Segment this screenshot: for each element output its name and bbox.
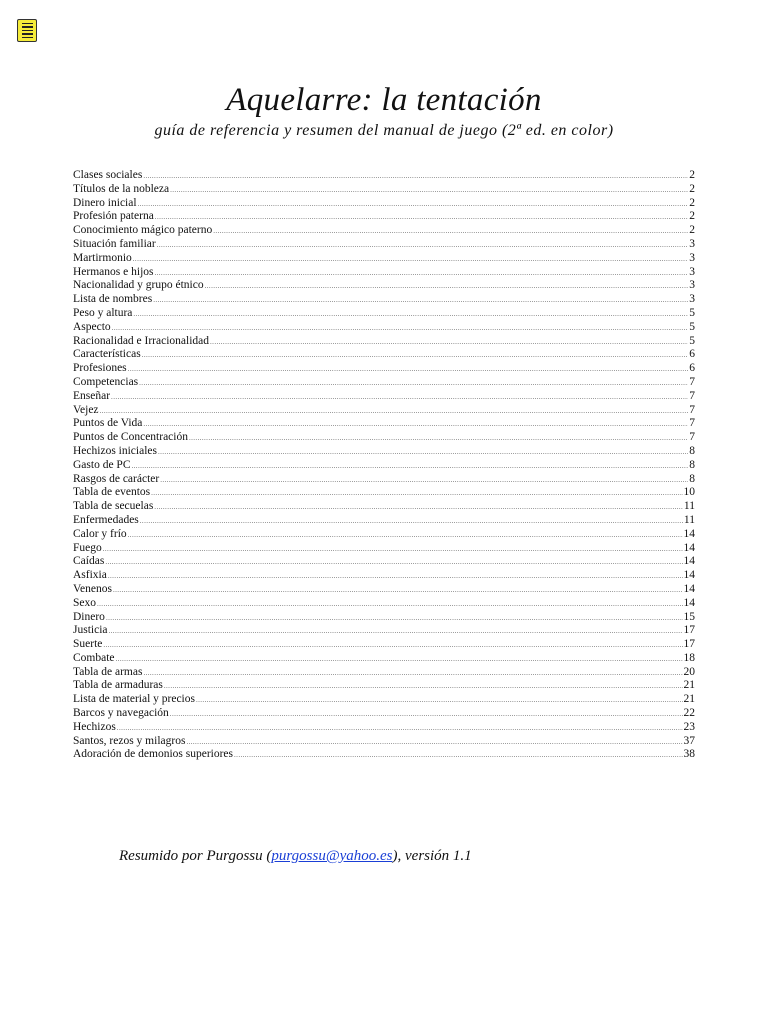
toc-entry-label: Profesiones — [73, 362, 127, 375]
toc-entry-label: Dinero inicial — [73, 196, 137, 209]
toc-entry-page-number: 22 — [683, 707, 695, 720]
toc-entry-page-number: 3 — [689, 237, 695, 250]
toc-entry[interactable] — [73, 417, 695, 431]
toc-entry[interactable] — [73, 624, 695, 638]
toc-entry-label: Tabla de armaduras — [73, 679, 163, 692]
toc-entry[interactable] — [73, 748, 695, 762]
toc-entry-page-number: 14 — [683, 541, 695, 554]
toc-entry[interactable] — [73, 735, 695, 749]
toc-entry[interactable] — [73, 279, 695, 293]
toc-dot-leader — [143, 418, 688, 432]
toc-entry-page-number: 17 — [683, 624, 695, 637]
toc-dot-leader — [133, 253, 688, 267]
toc-entry[interactable] — [73, 693, 695, 707]
toc-entry-page-number: 7 — [689, 431, 695, 444]
toc-entry-page-number: 2 — [689, 169, 695, 181]
toc-entry-page-number: 14 — [683, 596, 695, 609]
toc-entry-label: Conocimiento mágico paterno — [73, 224, 213, 237]
toc-dot-leader — [142, 349, 689, 363]
document-subtitle: guía de referencia y resumen del manual de juego (2ª ed. en color) — [154, 122, 614, 139]
toc-entry[interactable] — [73, 197, 695, 211]
toc-entry-page-number: 7 — [689, 389, 695, 402]
toc-entry[interactable] — [73, 266, 695, 280]
toc-entry-page-number: 8 — [689, 458, 695, 471]
toc-entry[interactable] — [73, 252, 695, 266]
toc-entry-page-number: 14 — [683, 527, 695, 540]
toc-entry[interactable] — [73, 445, 695, 459]
toc-entry-page-number: 15 — [683, 610, 695, 623]
toc-entry-label: Características — [73, 348, 141, 361]
toc-entry-label: Tabla de eventos — [73, 486, 151, 499]
toc-entry-page-number: 8 — [689, 444, 695, 457]
table-of-contents — [73, 169, 695, 762]
toc-entry-label: Sexo — [73, 596, 96, 609]
toc-dot-leader — [154, 267, 688, 281]
toc-entry-page-number: 21 — [683, 693, 695, 706]
toc-dot-leader — [213, 225, 688, 239]
credits-line — [119, 848, 472, 865]
toc-entry[interactable] — [73, 307, 695, 321]
toc-entry-page-number: 5 — [689, 320, 695, 333]
toc-entry-label: Barcos y navegación — [73, 707, 169, 720]
toc-entry-label: Puntos de Concentración — [73, 431, 188, 444]
toc-entry[interactable] — [73, 431, 695, 445]
toc-entry-page-number: 6 — [689, 362, 695, 375]
toc-dot-leader — [139, 377, 688, 391]
toc-dot-leader — [151, 487, 682, 501]
toc-dot-leader — [132, 460, 689, 474]
toc-entry-label: Clases sociales — [73, 169, 143, 181]
toc-dot-leader — [170, 184, 688, 198]
toc-dot-leader — [103, 639, 682, 653]
toc-entry-page-number: 3 — [689, 293, 695, 306]
toc-entry-label: Justicia — [73, 624, 108, 637]
toc-entry-label: Enfermedades — [73, 513, 139, 526]
toc-dot-leader — [158, 446, 688, 460]
toc-dot-leader — [143, 667, 682, 681]
toc-entry[interactable] — [73, 459, 695, 473]
toc-entry[interactable] — [73, 348, 695, 362]
toc-entry-label: Racionalidad e Irracionalidad — [73, 334, 210, 347]
toc-entry[interactable] — [73, 500, 695, 514]
toc-entry[interactable] — [73, 362, 695, 376]
toc-entry-label: Hermanos e hijos — [73, 265, 154, 278]
toc-dot-leader — [100, 405, 689, 419]
toc-entry-page-number: 2 — [689, 210, 695, 223]
toc-entry-label: Peso y altura — [73, 306, 133, 319]
toc-entry-page-number: 23 — [683, 720, 695, 733]
toc-entry-page-number: 2 — [689, 182, 695, 195]
toc-entry-label: Vejez — [73, 403, 99, 416]
toc-entry-page-number: 11 — [683, 513, 695, 526]
toc-entry[interactable] — [73, 528, 695, 542]
toc-entry-label: Lista de material y precios — [73, 693, 195, 706]
toc-entry-label: Santos, rezos y milagros — [73, 734, 186, 747]
toc-dot-leader — [103, 543, 683, 557]
toc-entry[interactable] — [73, 638, 695, 652]
toc-entry-page-number: 7 — [689, 417, 695, 430]
toc-entry[interactable] — [73, 555, 695, 569]
toc-entry-page-number: 37 — [683, 734, 695, 747]
toc-dot-leader — [112, 322, 689, 336]
toc-dot-leader — [105, 556, 682, 570]
toc-entry-label: Martirmonio — [73, 251, 132, 264]
toc-entry-label: Hechizos — [73, 720, 116, 733]
toc-dot-leader — [108, 570, 683, 584]
toc-entry-page-number: 38 — [683, 748, 695, 761]
toc-entry-label: Calor y frío — [73, 527, 127, 540]
toc-dot-leader — [116, 653, 683, 667]
toc-entry[interactable] — [73, 210, 695, 224]
toc-dot-leader — [210, 336, 688, 350]
toc-entry-page-number: 3 — [689, 265, 695, 278]
toc-dot-leader — [234, 749, 682, 763]
toc-dot-leader — [189, 432, 688, 446]
toc-dot-leader — [164, 680, 683, 694]
toc-dot-leader — [106, 612, 683, 626]
toc-dot-leader — [205, 280, 689, 294]
toc-dot-leader — [138, 198, 689, 212]
toc-entry-label: Rasgos de carácter — [73, 472, 160, 485]
toc-entry-label: Aspecto — [73, 320, 111, 333]
toc-entry-page-number: 7 — [689, 403, 695, 416]
toc-dot-leader — [170, 708, 683, 722]
toc-entry[interactable] — [73, 652, 695, 666]
credits-suffix: ), versión 1.1 — [392, 848, 472, 864]
document-title: Aquelarre: la tentación — [226, 82, 542, 118]
toc-dot-leader — [128, 529, 683, 543]
toc-dot-leader — [196, 694, 683, 708]
toc-entry[interactable] — [73, 666, 695, 680]
toc-dot-leader — [128, 363, 689, 377]
toc-entry-label: Suerte — [73, 638, 103, 651]
sticky-note-icon[interactable] — [17, 19, 37, 42]
toc-dot-leader — [140, 515, 683, 529]
toc-dot-leader — [111, 391, 688, 405]
toc-entry-label: Enseñar — [73, 389, 111, 402]
toc-entry[interactable] — [73, 321, 695, 335]
toc-entry-label: Gasto de PC — [73, 458, 131, 471]
toc-entry-label: Títulos de la nobleza — [73, 182, 170, 195]
toc-entry[interactable] — [73, 390, 695, 404]
toc-entry-label: Puntos de Vida — [73, 417, 143, 430]
toc-entry-label: Caídas — [73, 555, 105, 568]
toc-entry-label: Adoración de demonios superiores — [73, 748, 234, 761]
toc-dot-leader — [109, 625, 683, 639]
toc-entry[interactable] — [73, 597, 695, 611]
author-email-link[interactable]: purgossu@yahoo.es — [271, 848, 393, 864]
toc-entry-page-number: 3 — [689, 251, 695, 264]
toc-entry[interactable] — [73, 542, 695, 556]
toc-dot-leader — [186, 736, 682, 750]
credits-prefix: Resumido por Purgossu ( — [119, 848, 272, 864]
toc-entry-label: Asfixia — [73, 569, 107, 582]
toc-entry-page-number: 10 — [683, 486, 695, 499]
toc-entry[interactable] — [73, 569, 695, 583]
toc-entry-page-number: 5 — [689, 334, 695, 347]
toc-entry[interactable] — [73, 583, 695, 597]
toc-entry-label: Tabla de secuelas — [73, 500, 154, 513]
toc-entry[interactable] — [73, 486, 695, 500]
toc-entry-label: Situación familiar — [73, 237, 156, 250]
toc-entry-label: Combate — [73, 651, 115, 664]
toc-entry-page-number: 14 — [683, 569, 695, 582]
toc-entry-page-number: 3 — [689, 279, 695, 292]
toc-entry[interactable] — [73, 335, 695, 349]
toc-entry-page-number: 8 — [689, 472, 695, 485]
toc-dot-leader — [153, 294, 688, 308]
toc-entry[interactable] — [73, 473, 695, 487]
toc-entry-label: Competencias — [73, 375, 139, 388]
toc-dot-leader — [155, 211, 688, 225]
toc-entry[interactable] — [73, 707, 695, 721]
toc-entry[interactable] — [73, 721, 695, 735]
toc-dot-leader — [117, 722, 683, 736]
toc-entry[interactable] — [73, 679, 695, 693]
toc-entry-label: Lista de nombres — [73, 293, 153, 306]
toc-entry-page-number: 21 — [683, 679, 695, 692]
toc-entry-page-number: 14 — [683, 582, 695, 595]
toc-entry-page-number: 14 — [683, 555, 695, 568]
toc-entry[interactable] — [73, 611, 695, 625]
toc-entry-page-number: 11 — [683, 500, 695, 513]
toc-dot-leader — [157, 239, 689, 253]
toc-entry-page-number: 7 — [689, 375, 695, 388]
toc-entry-label: Fuego — [73, 541, 102, 554]
toc-dot-leader — [133, 308, 688, 322]
toc-entry-page-number: 6 — [689, 348, 695, 361]
toc-entry-page-number: 17 — [683, 638, 695, 651]
toc-entry[interactable] — [73, 169, 695, 183]
toc-dot-leader — [160, 474, 688, 488]
toc-dot-leader — [154, 501, 683, 515]
toc-entry[interactable] — [73, 183, 695, 197]
toc-entry[interactable] — [73, 514, 695, 528]
toc-dot-leader — [97, 598, 683, 612]
toc-entry-page-number: 2 — [689, 224, 695, 237]
toc-entry-page-number: 2 — [689, 196, 695, 209]
toc-dot-leader — [143, 170, 688, 184]
toc-dot-leader — [113, 584, 683, 598]
toc-entry-page-number: 18 — [683, 651, 695, 664]
toc-entry-label: Nacionalidad y grupo étnico — [73, 279, 204, 292]
toc-entry-label: Profesión paterna — [73, 210, 154, 223]
toc-entry-label: Dinero — [73, 610, 105, 623]
toc-entry[interactable] — [73, 224, 695, 238]
toc-entry-label: Tabla de armas — [73, 665, 143, 678]
toc-entry-page-number: 20 — [683, 665, 695, 678]
toc-entry-label: Hechizos iniciales — [73, 444, 157, 457]
toc-entry[interactable] — [73, 293, 695, 307]
toc-entry-page-number: 5 — [689, 306, 695, 319]
toc-entry[interactable] — [73, 238, 695, 252]
toc-entry[interactable] — [73, 404, 695, 418]
toc-entry[interactable] — [73, 376, 695, 390]
toc-entry-label: Venenos — [73, 582, 112, 595]
